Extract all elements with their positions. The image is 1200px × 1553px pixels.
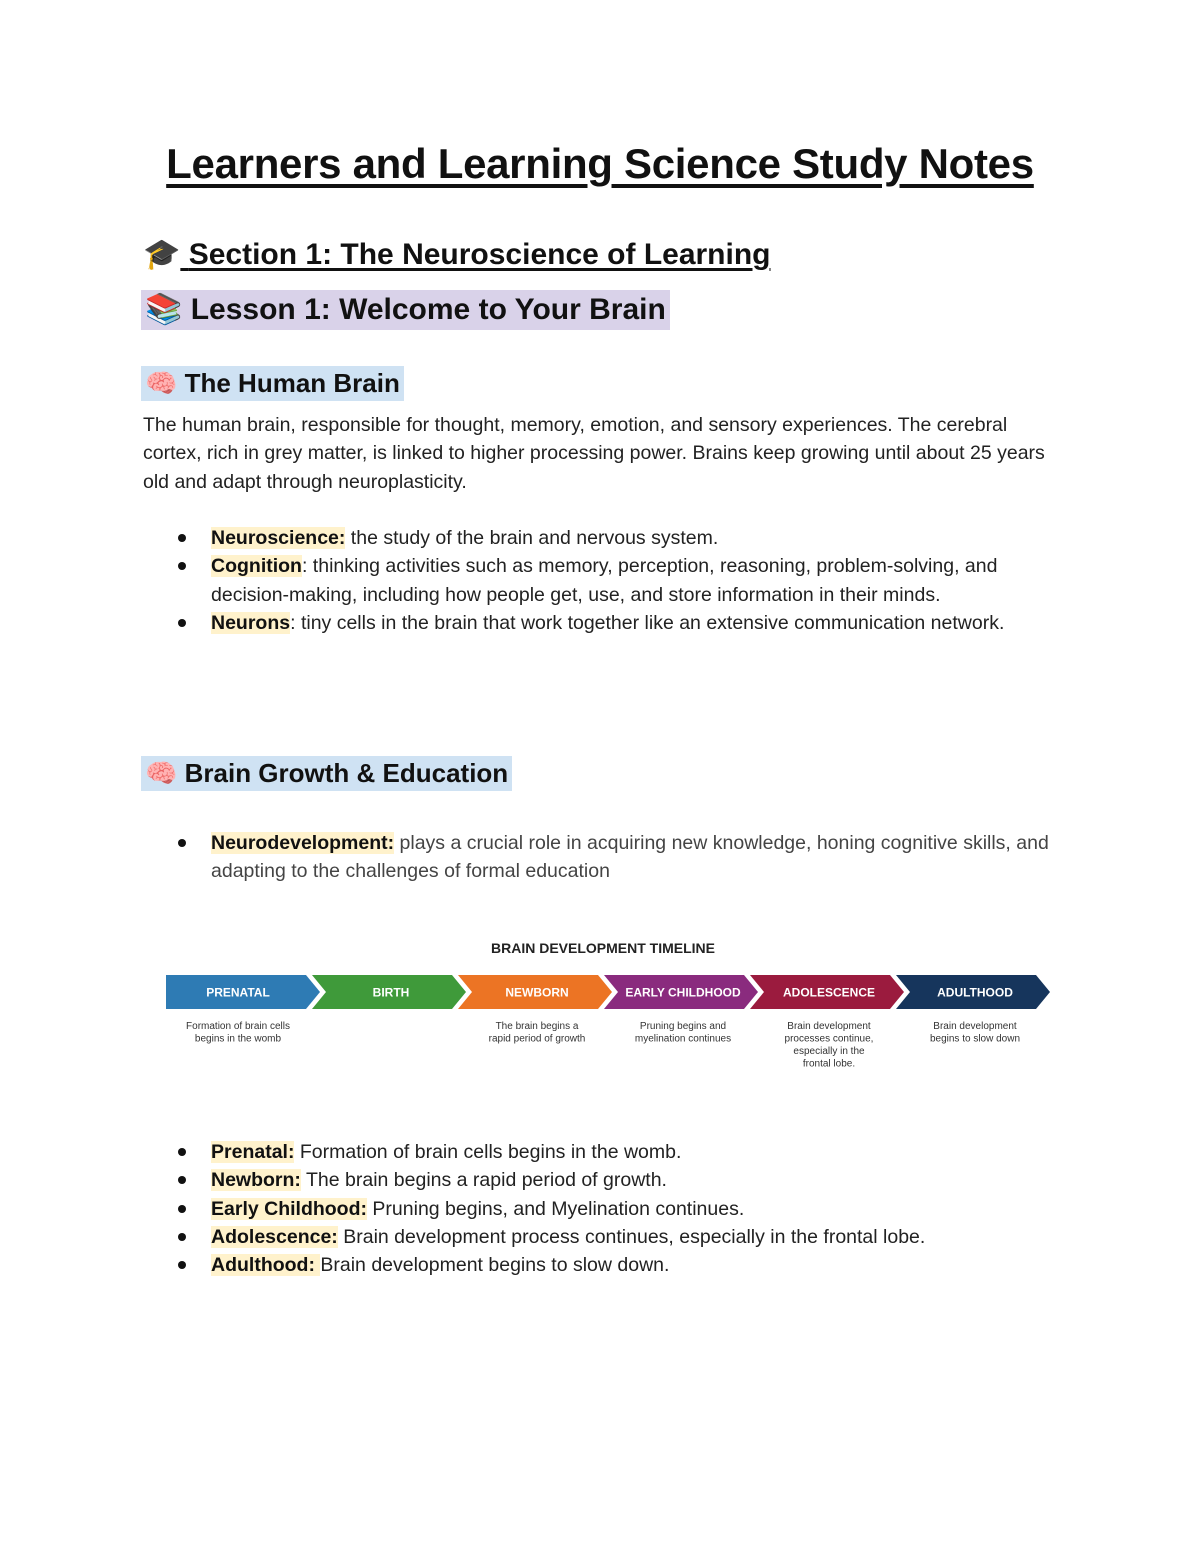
section-heading [143,237,771,272]
human-brain-heading [141,366,404,401]
brain-growth-heading-label: Brain Growth & Education [184,758,509,788]
list-item-term: Neuroscience: [211,527,346,549]
list-item [211,1195,1061,1223]
timeline-stage-caption: Formation of brain cells [186,1021,290,1032]
human-brain-list [211,524,1061,637]
list-item-text: Brain development process continues, especially in the frontal lobe. [337,1225,926,1248]
timeline-stage-caption: processes continue, [784,1033,874,1045]
list-item-term: Early Childhood: [211,1197,367,1220]
list-item-text: plays a crucial role in acquiring new knowledge, honing cognitive skills, and adapting to the challenges of formal education [211,832,1049,883]
brain-icon: 🧠 [145,758,178,788]
timeline-title: BRAIN DEVELOPMENT TIMELINE [490,940,716,956]
list-item-text: : thinking activities such as memory, perception, reasoning, problem-solving, and decision-making, including how people get, use, and store information in their minds. [211,555,998,606]
human-brain-heading-label: The Human Brain [184,368,400,398]
timeline-stage-caption: rapid period of growth [488,1033,586,1045]
list-item [211,609,1061,637]
timeline-stage-caption: The brain begins a [495,1021,579,1032]
list-item [211,1251,1061,1279]
brain-growth-heading [141,756,512,791]
list-item [211,524,1061,552]
lesson-heading [141,290,670,330]
brain-development-timeline [160,935,1050,1080]
list-item-term: Cognition [211,555,302,578]
list-item-term: Neurons [211,611,291,634]
timeline-stage-label: BIRTH [372,985,410,1000]
timeline-stage-caption: myelination continues [634,1033,732,1045]
list-item-term: Newborn: [211,1169,301,1192]
list-item-text: : tiny cells in the brain that work together like an extensive communication network. [290,611,1005,634]
list-item [211,829,1061,886]
list-item [211,1223,1061,1251]
brain-growth-list [211,829,1061,886]
timeline-stage-caption: begins to slow down [929,1033,1021,1045]
books-icon: 📚 [145,293,183,326]
timeline-stage-label: PRENATAL [206,985,270,1000]
list-item-term: Adolescence: [211,1225,338,1248]
graduation-cap-icon: 🎓 [143,238,181,271]
list-item [211,1138,1061,1166]
brain-icon: 🧠 [145,368,178,398]
section-heading-label: Section 1: The Neuroscience of Learning [188,238,771,271]
list-item-term: Adulthood: [211,1254,321,1277]
list-item-text: Brain development begins to slow down. [320,1254,670,1277]
timeline-stage-caption: Pruning begins and [639,1021,727,1032]
list-item-text: The brain begins a rapid period of growth. [300,1169,667,1192]
timeline-stage-label: NEWBORN [505,985,569,1000]
page-title: Learners and Learning Science Study Notes [166,140,1034,187]
timeline-stage-label: ADULTHOOD [937,985,1013,1000]
timeline-stage-caption: Brain development [933,1021,1017,1032]
human-brain-paragraph: The human brain, responsible for thought, memory, emotion, and sensory experiences. The cerebral cortex, rich in grey matter, is linked to higher processing power. Brains keep growing until about 25 years old and adapt through neuroplasticity. [143,414,1045,493]
lesson-heading-label: Lesson 1: Welcome to Your Brain [190,293,666,326]
timeline-stage-caption: begins in the womb [194,1033,282,1045]
timeline-stage-label: ADOLESCENCE [782,985,876,1000]
timeline-stage-label: EARLY CHILDHOOD [625,985,741,1000]
list-item-term: Prenatal: [211,1141,295,1163]
list-item-term: Neurodevelopment: [211,832,395,854]
list-item-text: Formation of brain cells begins in the womb. [294,1141,682,1163]
list-item [211,552,1061,609]
timeline-stage-caption: frontal lobe. [802,1058,856,1070]
list-item-text: the study of the brain and nervous system. [345,527,719,549]
timeline-stage-caption: Brain development [787,1021,871,1032]
timeline-stage-caption: especially in the [793,1046,865,1057]
stages-list [211,1138,1061,1279]
list-item-text: Pruning begins, and Myelination continues. [367,1197,745,1220]
list-item [211,1166,1061,1194]
